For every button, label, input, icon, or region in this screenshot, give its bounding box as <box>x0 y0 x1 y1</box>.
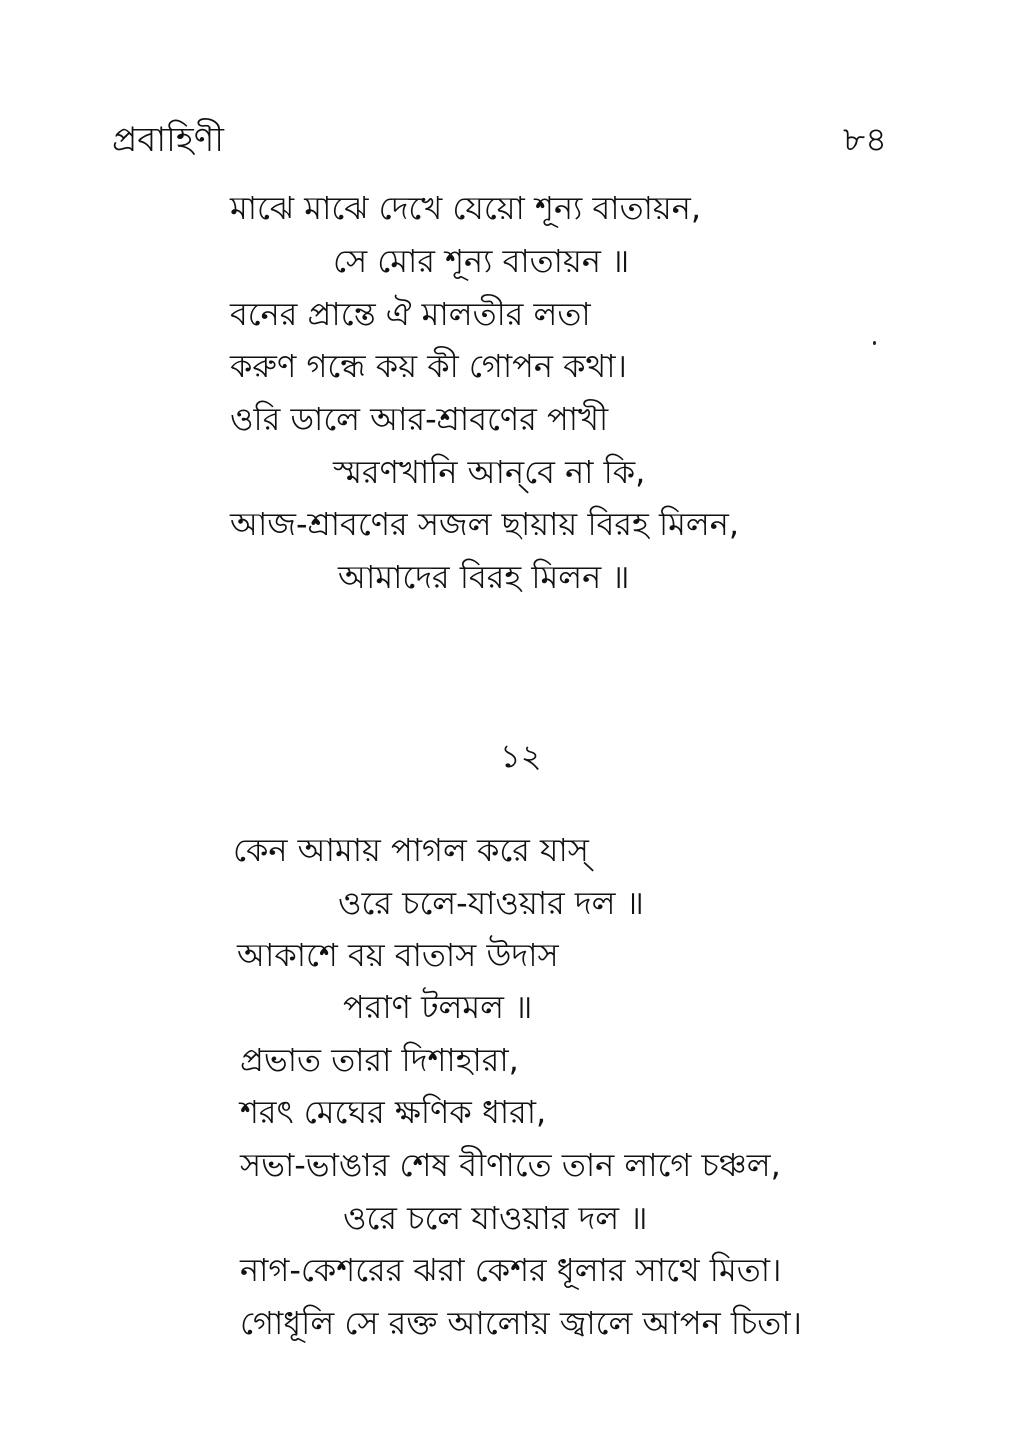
section-number: ১২ <box>500 737 542 775</box>
poem-line: মাঝে মাঝে দেখে যেয়ো শূন্য বাতায়ন, <box>230 189 701 227</box>
poem-line: করুণ গন্ধে কয় কী গোপন কথা। <box>230 347 627 385</box>
poem-line: আকাশে বয় বাতাস উদাস <box>237 936 559 974</box>
poem-line: প্রভাত তারা দিশাহারা, <box>240 1041 519 1079</box>
poem-line: পরাণ টলমল ॥ <box>343 988 533 1026</box>
poem-line: বনের প্রান্তে ঐ মালতীর লতা <box>230 295 591 333</box>
poem-line: শরৎ মেঘের ক্ষণিক ধারা, <box>240 1093 547 1131</box>
poem-line: গোধূলি সে রক্ত আলোয় জ্বালে আপন চিতা। <box>240 1304 803 1342</box>
poem-line: সভা-ভাঙার শেষ বীণাতে তান লাগে চঞ্চল, <box>240 1146 781 1184</box>
poem-line: ওরে চলে যাওয়ার দল ॥ <box>343 1199 648 1237</box>
poem-line: সে মোর শূন্য বাতায়ন ॥ <box>333 242 630 280</box>
print-speck <box>873 341 876 345</box>
poem-line: আমাদের বিরহ মিলন ॥ <box>338 558 630 596</box>
poem-line: নাগ-কেশরের ঝরা কেশর ধূলার সাথে মিতা। <box>240 1251 782 1289</box>
poem-line: কেন আমায় পাগল করে যাস্‌ <box>233 831 589 869</box>
poem-line: স্মরণখানি আন্‌বে না কি, <box>333 453 646 491</box>
running-header-title: প্রবাহিণী <box>112 120 225 160</box>
poem-line: ওরে চলে-যাওয়ার দল ॥ <box>338 884 644 922</box>
poem-line: আজ-শ্রাবণের সজল ছায়ায় বিরহ মিলন, <box>230 505 740 543</box>
poem-line: ওরি ডালে আর-শ্রাবণের পাখী <box>230 400 609 438</box>
page-number: ৮৪ <box>843 120 888 160</box>
